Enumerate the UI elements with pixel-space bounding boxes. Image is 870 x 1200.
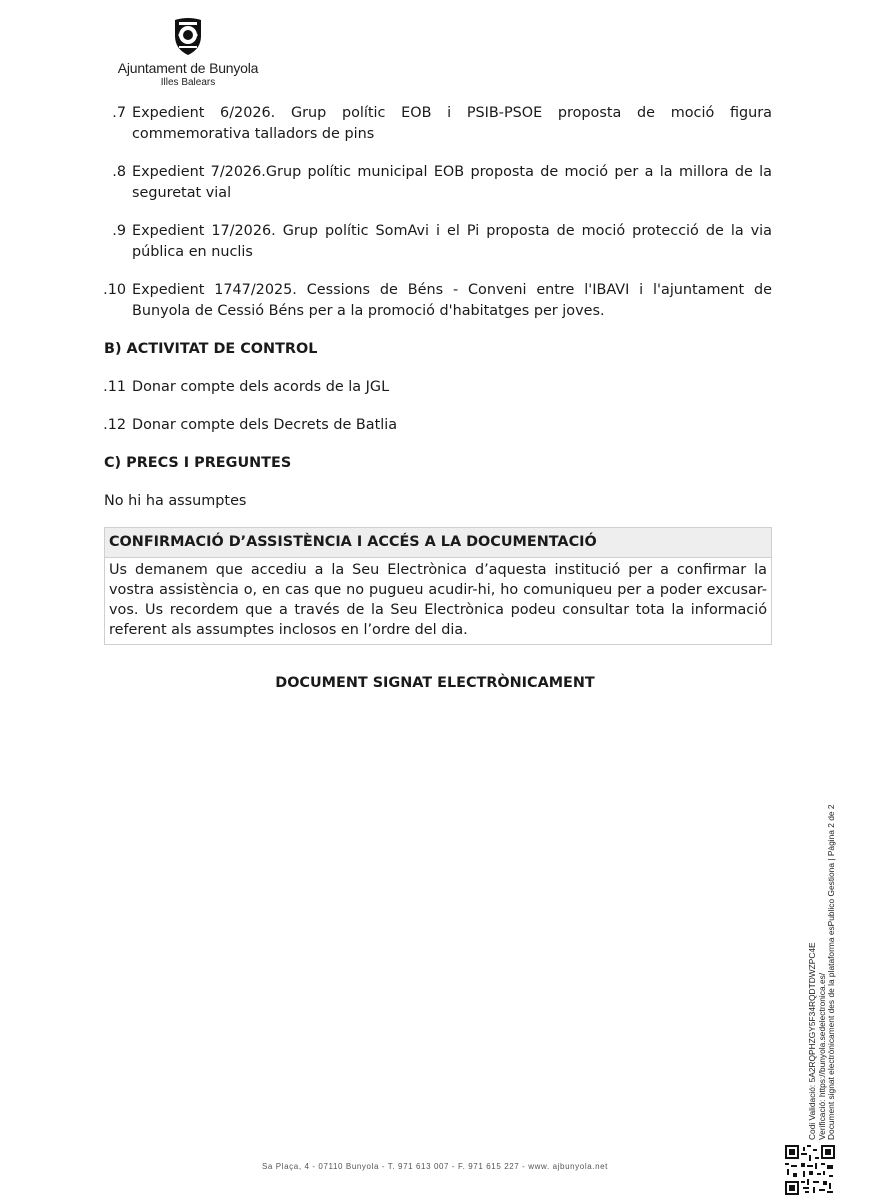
qr-code-icon: [785, 1145, 835, 1195]
org-subtitle: Illes Balears: [160, 77, 216, 88]
agenda-item-text: Donar compte dels acords de la JGL: [132, 379, 390, 395]
agenda-item: [104, 377, 772, 398]
confirmation-box: [104, 527, 772, 645]
agenda-item-text: Expedient 6/2026. Grup polític EOB i PSIB-PSOE proposta de moció figura commemorativa talladors de pins: [132, 105, 772, 142]
agenda-item-number: 9.: [112, 223, 126, 239]
agenda-item: [104, 415, 772, 436]
agenda-item-number: 10.: [103, 282, 126, 298]
section-c-text: No hi ha assumptes: [104, 493, 247, 509]
section-c-heading: C) PRECS I PREGUNTES: [104, 455, 292, 471]
agenda-item-text: Donar compte dels Decrets de Batlia: [132, 417, 398, 433]
signature-platform-note: Document signat electrònicament des de la plataforma esPublico Gestiona | Pàgina 2 de 2: [826, 804, 837, 1140]
document-body: [104, 103, 772, 645]
verification-url[interactable]: Verificació: https://bunyola.sedelectronica.es/: [816, 972, 827, 1140]
signed-notice: DOCUMENT SIGNAT ELECTRÒNICAMENT: [275, 675, 595, 691]
agenda-item-text: Expedient 7/2026.Grup polític municipal EOB proposta de moció per a la millora de la seguretat vial: [132, 164, 772, 201]
page-footer: Sa Plaça, 4 - 07110 Bunyola - T. 971 613 007 - F. 971 615 227 - www. ajbunyola.net: [262, 1162, 608, 1171]
agenda-item-number: 8.: [112, 164, 126, 180]
municipal-logo: [108, 16, 268, 88]
section-b-heading: B) ACTIVITAT DE CONTROL: [104, 341, 318, 357]
coat-of-arms-icon: [169, 16, 207, 56]
org-name: Ajuntament de Bunyola: [117, 60, 259, 76]
confirmation-body: Us demanem que accediu a la Seu Electrònica d’aquesta institució per a confirmar la vostra assistència o, en cas que no pugueu acudir-hi, ho comuniqueu per a poder excusar-vos. Us recordem que a través de la Seu Electrònica podeu consultar tota la informació referent als assumptes inclosos en l’ordre del dia.: [109, 562, 767, 638]
verification-stamp: [808, 780, 837, 1140]
agenda-item-number: 11.: [103, 379, 126, 395]
agenda-item: [104, 103, 772, 145]
agenda-item: [104, 162, 772, 204]
confirmation-title: CONFIRMACIÓ D’ASSISTÈNCIA I ACCÉS A LA DOCUMENTACIÓ: [105, 528, 771, 558]
agenda-item-text: Expedient 1747/2025. Cessions de Béns - Conveni entre l'IBAVI i l'ajuntament de Bunyola de Cessió Béns per a la promoció d'habitatges per joves.: [132, 282, 772, 319]
agenda-item: [104, 280, 772, 322]
validation-code: Codi Validació: 5A2RQPHZGY5F34RQDTDWZPC4E: [807, 942, 817, 1140]
agenda-item-number: 7.: [112, 105, 126, 121]
agenda-item: [104, 221, 772, 263]
agenda-item-number: 12.: [103, 417, 126, 433]
agenda-item-text: Expedient 17/2026. Grup polític SomAvi i el Pi proposta de moció protecció de la via pública en nuclis: [132, 223, 772, 260]
